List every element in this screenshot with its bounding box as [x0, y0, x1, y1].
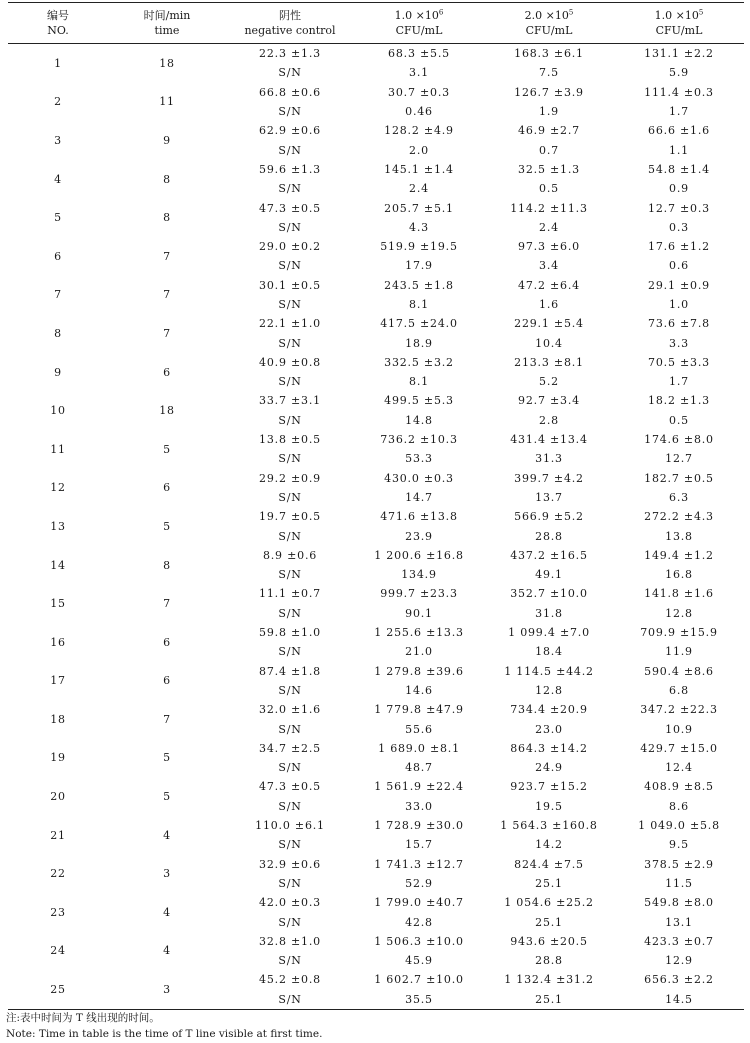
- cell-no: 1: [54, 56, 62, 70]
- cell-conc-1: 999.7 ±23.3 90.1: [380, 587, 458, 620]
- table-row: [8, 469, 744, 508]
- cell-conc-1: 1 799.0 ±40.7 42.8: [374, 896, 464, 929]
- cell-negative: 30.1 ±0.5 S/N: [259, 278, 321, 311]
- cell-conc-1: 1 741.3 ±12.7 52.9: [374, 857, 464, 890]
- cell-conc-1: 519.9 ±19.5 17.9: [380, 240, 458, 273]
- cell-time: 8: [163, 558, 171, 572]
- cell-no: 12: [50, 481, 66, 495]
- cell-no: 8: [54, 326, 62, 340]
- cell-no: 18: [50, 712, 66, 726]
- table-row: [8, 739, 744, 778]
- header-no-cn: 编号: [47, 9, 69, 22]
- cell-conc-2: 46.9 ±2.7 0.7: [518, 124, 580, 157]
- cell-time: 6: [163, 674, 171, 688]
- header-neg-en: negative control: [244, 24, 336, 37]
- cell-no: 4: [54, 172, 62, 186]
- table-row: [8, 237, 744, 276]
- cell-conc-1: 243.5 ±1.8 8.1: [384, 278, 454, 311]
- table-row: [8, 970, 744, 1009]
- cell-conc-3: 111.4 ±0.3 1.7: [644, 85, 714, 119]
- cell-time: 5: [163, 790, 171, 804]
- cell-conc-3: 70.5 ±3.3 1.7: [648, 355, 710, 389]
- cell-conc-3: 429.7 ±15.0 12.4: [640, 741, 718, 775]
- cell-conc-3: 347.2 ±22.3 10.9: [640, 703, 718, 736]
- cell-time: 7: [163, 249, 171, 263]
- header-no-en: NO.: [47, 24, 69, 37]
- cell-conc-2: 229.1 ±5.4 10.4: [514, 317, 584, 350]
- cell-no: 22: [50, 867, 66, 881]
- cell-no: 13: [50, 519, 66, 533]
- cell-conc-3: 709.9 ±15.9 11.9: [640, 626, 718, 659]
- table-row: [8, 932, 744, 971]
- cell-conc-2: 864.3 ±14.2 24.9: [510, 741, 588, 775]
- cell-no: 3: [54, 133, 62, 147]
- cell-negative: 87.4 ±1.8 S/N: [259, 664, 321, 697]
- cell-negative: 33.7 ±3.1 S/N: [259, 394, 321, 427]
- cell-conc-1: 471.6 ±13.8 23.9: [380, 510, 458, 543]
- cell-no: 21: [50, 828, 66, 842]
- cell-conc-2: 943.6 ±20.5 28.8: [510, 934, 588, 968]
- cell-conc-2: 566.9 ±5.2 28.8: [514, 510, 584, 543]
- cell-time: 7: [163, 597, 171, 611]
- cell-time: 4: [163, 905, 171, 919]
- cell-negative: 45.2 ±0.8 S/N: [259, 973, 321, 1006]
- cell-conc-3: 73.6 ±7.8 3.3: [648, 317, 710, 350]
- header-conc-2: [484, 3, 614, 43]
- cell-conc-3: 12.7 ±0.3 0.3: [648, 201, 710, 234]
- cell-no: 7: [54, 288, 62, 302]
- cell-no: 17: [50, 674, 66, 688]
- cell-conc-2: 92.7 ±3.4 2.8: [518, 394, 580, 427]
- cell-conc-2: 32.5 ±1.3 0.5: [518, 162, 580, 196]
- cell-conc-3: 131.1 ±2.2 5.9: [644, 47, 714, 80]
- cell-conc-2: 824.4 ±7.5 25.1: [514, 857, 584, 890]
- cell-conc-3: 408.9 ±8.5 8.6: [644, 780, 714, 813]
- cell-conc-3: 18.2 ±1.3 0.5: [648, 394, 710, 427]
- cell-time: 11: [159, 95, 175, 109]
- table-row: [8, 507, 744, 546]
- cell-conc-2: 352.7 ±10.0 31.8: [510, 587, 588, 620]
- cell-conc-2: 1 114.5 ±44.2 12.8: [504, 664, 594, 697]
- cell-conc-2: 1 054.6 ±25.2 25.1: [504, 896, 594, 929]
- cell-time: 7: [163, 326, 171, 340]
- cell-conc-2: 923.7 ±15.2 19.5: [510, 780, 588, 813]
- header-conc-1-unit: CFU/mL: [395, 24, 443, 37]
- cell-conc-3: 656.3 ±2.2 14.5: [644, 973, 714, 1006]
- cell-negative: 59.8 ±1.0 S/N: [259, 626, 321, 659]
- cell-negative: 8.9 ±0.6 S/N: [262, 548, 318, 582]
- header-conc-1-value: $1.0 \times 10^6$: [394, 8, 444, 22]
- table-body: [8, 44, 744, 1009]
- table-row: [8, 276, 744, 315]
- table-row: [8, 700, 744, 739]
- header-conc-2-unit: CFU/mL: [525, 24, 573, 37]
- cell-time: 18: [159, 56, 175, 70]
- cell-time: 5: [163, 442, 171, 456]
- header-conc-3: [614, 3, 744, 43]
- cell-conc-2: 1 564.3 ±160.8 14.2: [500, 819, 598, 852]
- header-conc-1: [354, 3, 484, 43]
- cell-conc-1: 30.7 ±0.3 0.46: [388, 85, 450, 119]
- cell-no: 5: [54, 211, 62, 225]
- cell-negative: 110.0 ±6.1 S/N: [255, 819, 325, 852]
- cell-conc-1: 1 506.3 ±10.0 45.9: [374, 934, 464, 968]
- cell-conc-3: 149.4 ±1.2 16.8: [644, 548, 714, 582]
- cell-conc-2: 1 132.4 ±31.2 25.1: [504, 973, 594, 1006]
- cell-conc-2: 734.4 ±20.9 23.0: [510, 703, 588, 736]
- cell-time: 7: [163, 712, 171, 726]
- header-conc-3-unit: CFU/mL: [655, 24, 703, 37]
- cell-conc-1: 1 728.9 ±30.0 15.7: [374, 819, 464, 852]
- table-row: [8, 430, 744, 469]
- table-row: [8, 314, 744, 353]
- cell-conc-1: 430.0 ±0.3 14.7: [384, 471, 454, 504]
- cell-time: 6: [163, 365, 171, 379]
- cell-conc-1: 68.3 ±5.5 3.1: [388, 47, 450, 80]
- table-header: [8, 3, 744, 43]
- cell-negative: 22.3 ±1.3 S/N: [259, 47, 321, 80]
- cell-conc-1: 1 279.8 ±39.6 14.6: [374, 664, 464, 697]
- cell-conc-3: 29.1 ±0.9 1.0: [648, 278, 710, 311]
- cell-no: 14: [50, 558, 66, 572]
- cell-conc-2: 168.3 ±6.1 7.5: [514, 47, 584, 80]
- note-cn: 注:表中时间为 T 线出现的时间。: [6, 1012, 160, 1024]
- cell-negative: 47.3 ±0.5 S/N: [259, 780, 321, 813]
- header-negative: [226, 3, 354, 43]
- cell-conc-1: 1 779.8 ±47.9 55.6: [374, 703, 464, 736]
- cell-no: 20: [50, 790, 66, 804]
- cell-conc-3: 174.6 ±8.0 12.7: [644, 433, 714, 466]
- cell-conc-1: 736.2 ±10.3 53.3: [380, 433, 458, 466]
- cell-no: 23: [50, 905, 66, 919]
- cell-conc-2: 126.7 ±3.9 1.9: [514, 85, 584, 119]
- cell-conc-3: 590.4 ±8.6 6.8: [644, 664, 714, 697]
- table-row: [8, 353, 744, 392]
- table-notes: [6, 1010, 322, 1042]
- cell-conc-3: 66.6 ±1.6 1.1: [648, 124, 710, 157]
- table-row: [8, 160, 744, 199]
- header-conc-3-value: $1.0 \times 10^5$: [654, 8, 704, 22]
- cell-negative: 59.6 ±1.3 S/N: [259, 162, 321, 196]
- cell-negative: 42.0 ±0.3 S/N: [259, 896, 321, 929]
- data-table: [8, 0, 744, 1010]
- header-no: [8, 3, 108, 43]
- header-time-en: time: [154, 24, 180, 37]
- cell-conc-3: 54.8 ±1.4 0.9: [648, 162, 710, 196]
- cell-conc-2: 1 099.4 ±7.0 18.4: [508, 626, 590, 659]
- cell-conc-3: 182.7 ±0.5 6.3: [644, 471, 714, 504]
- cell-time: 4: [163, 944, 171, 958]
- table-row: [8, 391, 744, 430]
- table-row: [8, 777, 744, 816]
- cell-conc-1: 1 689.0 ±8.1 48.7: [378, 741, 460, 775]
- cell-no: 16: [50, 635, 66, 649]
- cell-conc-3: 378.5 ±2.9 11.5: [644, 857, 714, 890]
- cell-negative: 22.1 ±1.0 S/N: [259, 317, 321, 350]
- cell-conc-2: 114.2 ±11.3 2.4: [510, 201, 588, 234]
- header-neg-cn: 阴性: [279, 9, 301, 22]
- cell-no: 10: [50, 404, 66, 418]
- cell-time: 5: [163, 519, 171, 533]
- cell-negative: 32.0 ±1.6 S/N: [259, 703, 321, 736]
- table-row: [8, 584, 744, 623]
- cell-negative: 29.2 ±0.9 S/N: [259, 471, 321, 504]
- cell-time: 8: [163, 211, 171, 225]
- cell-conc-3: 423.3 ±0.7 12.9: [644, 934, 714, 968]
- cell-conc-3: 549.8 ±8.0 13.1: [644, 896, 714, 929]
- cell-no: 19: [50, 751, 66, 765]
- cell-time: 18: [159, 404, 175, 418]
- cell-conc-3: 17.6 ±1.2 0.6: [648, 240, 710, 273]
- cell-time: 7: [163, 288, 171, 302]
- cell-conc-2: 97.3 ±6.0 3.4: [518, 240, 580, 273]
- cell-negative: 19.7 ±0.5 S/N: [259, 510, 321, 543]
- table-row: [8, 623, 744, 662]
- cell-conc-2: 213.3 ±8.1 5.2: [514, 355, 584, 389]
- cell-conc-1: 1 255.6 ±13.3 21.0: [374, 626, 464, 659]
- cell-no: 11: [50, 442, 66, 456]
- cell-negative: 47.3 ±0.5 S/N: [259, 201, 321, 234]
- cell-conc-1: 1 200.6 ±16.8 134.9: [374, 548, 464, 582]
- table-row: [8, 198, 744, 237]
- cell-negative: 32.9 ±0.6 S/N: [259, 857, 321, 890]
- table-row: [8, 816, 744, 855]
- cell-time: 6: [163, 481, 171, 495]
- cell-negative: 62.9 ±0.6 S/N: [259, 124, 321, 157]
- cell-conc-2: 431.4 ±13.4 31.3: [510, 433, 588, 466]
- cell-time: 5: [163, 751, 171, 765]
- cell-time: 3: [163, 867, 171, 881]
- cell-time: 8: [163, 172, 171, 186]
- cell-conc-2: 437.2 ±16.5 49.1: [510, 548, 588, 582]
- cell-time: 3: [163, 983, 171, 997]
- cell-negative: 40.9 ±0.8 S/N: [259, 355, 321, 389]
- cell-no: 2: [54, 95, 62, 109]
- cell-no: 9: [54, 365, 62, 379]
- cell-conc-3: 272.2 ±4.3 13.8: [644, 510, 714, 543]
- cell-conc-2: 47.2 ±6.4 1.6: [518, 278, 580, 311]
- cell-conc-2: 399.7 ±4.2 13.7: [514, 471, 584, 504]
- cell-no: 6: [54, 249, 62, 263]
- cell-negative: 13.8 ±0.5 S/N: [259, 433, 321, 466]
- note-en: Note: Time in table is the time of T line visible at first time.: [6, 1028, 323, 1040]
- cell-negative: 32.8 ±1.0 S/N: [259, 934, 321, 968]
- cell-negative: 34.7 ±2.5 S/N: [259, 741, 321, 775]
- cell-no: 15: [50, 597, 66, 611]
- cell-conc-1: 205.7 ±5.1 4.3: [384, 201, 454, 234]
- cell-conc-3: 1 049.0 ±5.8 9.5: [638, 819, 720, 852]
- table-row: [8, 854, 744, 893]
- table-row: [8, 546, 744, 585]
- cell-conc-1: 128.2 ±4.9 2.0: [384, 124, 454, 157]
- table-row: [8, 121, 744, 160]
- header-conc-2-value: $2.0 \times 10^5$: [524, 8, 574, 22]
- header-time: [108, 3, 226, 43]
- table-row: [8, 44, 744, 83]
- cell-no: 25: [50, 983, 66, 997]
- table-row: [8, 662, 744, 701]
- cell-conc-3: 141.8 ±1.6 12.8: [644, 587, 714, 620]
- table-row: [8, 83, 744, 122]
- header-time-cn: 时间/min: [143, 9, 191, 22]
- cell-conc-1: 1 561.9 ±22.4 33.0: [374, 780, 464, 813]
- cell-time: 9: [163, 133, 171, 147]
- cell-conc-1: 499.5 ±5.3 14.8: [384, 394, 454, 427]
- table-row: [8, 893, 744, 932]
- cell-negative: 29.0 ±0.2 S/N: [259, 240, 321, 273]
- cell-negative: 66.8 ±0.6 S/N: [259, 85, 321, 119]
- cell-conc-1: 332.5 ±3.2 8.1: [384, 355, 454, 389]
- cell-conc-1: 417.5 ±24.0 18.9: [380, 317, 458, 350]
- cell-conc-1: 145.1 ±1.4 2.4: [384, 162, 454, 196]
- cell-no: 24: [50, 944, 66, 958]
- cell-negative: 11.1 ±0.7 S/N: [259, 587, 321, 620]
- cell-time: 4: [163, 828, 171, 842]
- cell-conc-1: 1 602.7 ±10.0 35.5: [374, 973, 464, 1006]
- cell-time: 6: [163, 635, 171, 649]
